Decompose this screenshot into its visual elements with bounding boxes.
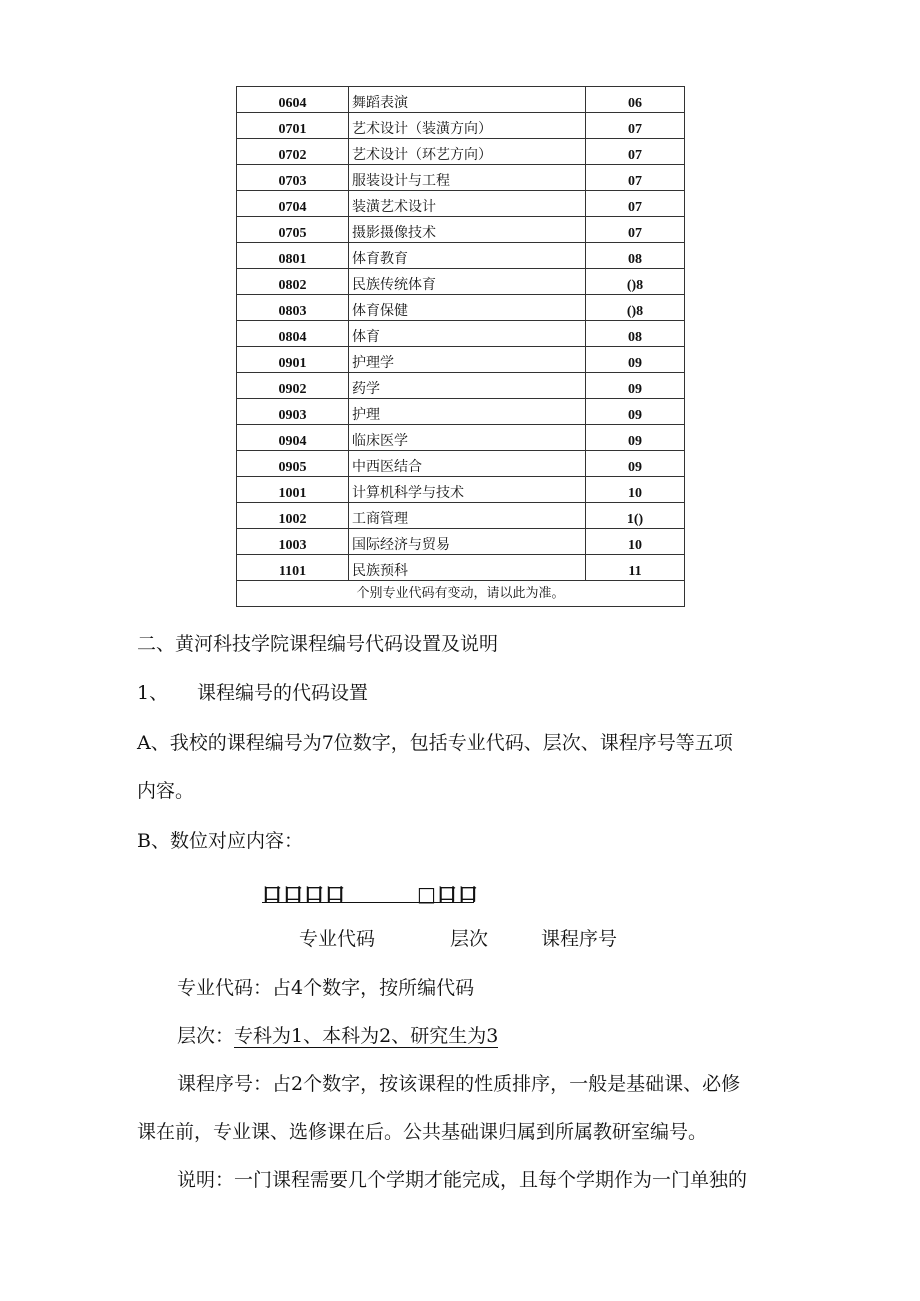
level-code-cell: 07 [586, 191, 685, 217]
level-code-cell: 09 [586, 347, 685, 373]
desc-major-code: 专业代码：占4个数字，按所编代码 [177, 977, 475, 999]
major-code-cell: 0802 [237, 269, 349, 295]
label-level: 层次 [450, 928, 489, 950]
desc-seq-line2: 课在前，专业课、选修课在后。公共基础课归属到所属教研室编号。 [137, 1121, 708, 1143]
level-code-cell: 10 [586, 477, 685, 503]
major-code-cell: 1101 [237, 555, 349, 581]
major-code-cell: 0804 [237, 321, 349, 347]
major-name-cell: 装潢艺术设计 [349, 191, 586, 217]
major-name-cell: 护理学 [349, 347, 586, 373]
major-code-cell: 0704 [237, 191, 349, 217]
table-row [237, 399, 685, 425]
table-row [237, 451, 685, 477]
level-code-cell: 07 [586, 165, 685, 191]
major-name-cell: 体育教育 [349, 243, 586, 269]
desc-level [177, 1024, 498, 1048]
major-code-cell: 0903 [237, 399, 349, 425]
table-row [237, 269, 685, 295]
major-name-cell: 服装设计与工程 [349, 165, 586, 191]
major-name-cell: 体育保健 [349, 295, 586, 321]
subsection-number: 1、 [137, 682, 169, 704]
major-name-cell: 药学 [349, 373, 586, 399]
level-code-cell: 07 [586, 113, 685, 139]
digit-boxes-level-seq: □口口 [417, 882, 479, 906]
table-row [237, 503, 685, 529]
major-name-cell: 护理 [349, 399, 586, 425]
paragraph-a-line1: A、我校的课程编号为7位数字，包括专业代码、层次、课程序号等五项 [137, 732, 733, 754]
major-name-cell: 摄影摄像技术 [349, 217, 586, 243]
major-name-cell: 中西医结合 [349, 451, 586, 477]
table-note-row [237, 581, 685, 607]
table-row [237, 477, 685, 503]
major-code-cell: 0803 [237, 295, 349, 321]
desc-level-prefix: 层次： [177, 1025, 235, 1047]
major-name-cell: 体育 [349, 321, 586, 347]
level-code-cell: 10 [586, 529, 685, 555]
major-code-cell: 0703 [237, 165, 349, 191]
level-code-cell: 11 [586, 555, 685, 581]
major-name-cell: 舞蹈表演 [349, 87, 586, 113]
major-code-cell: 0904 [237, 425, 349, 451]
major-code-cell: 1002 [237, 503, 349, 529]
major-name-cell: 艺术设计（装潢方向） [349, 113, 586, 139]
major-name-cell: 民族预科 [349, 555, 586, 581]
major-name-cell: 临床医学 [349, 425, 586, 451]
label-major-code: 专业代码 [299, 928, 376, 950]
major-code-cell: 0701 [237, 113, 349, 139]
level-code-cell: ()8 [586, 269, 685, 295]
major-name-cell: 民族传统体育 [349, 269, 586, 295]
table-row [237, 373, 685, 399]
table-row [237, 321, 685, 347]
major-code-cell: 1001 [237, 477, 349, 503]
major-code-cell: 0604 [237, 87, 349, 113]
table-note: 个别专业代码有变动，请以此为准。 [237, 581, 685, 607]
major-code-cell: 0905 [237, 451, 349, 477]
section-heading: 二、黄河科技学院课程编号代码设置及说明 [137, 633, 499, 655]
table-row [237, 529, 685, 555]
table-row [237, 165, 685, 191]
table-row [237, 347, 685, 373]
paragraph-a-line2: 内容。 [137, 780, 195, 802]
table-row [237, 243, 685, 269]
desc-seq-line1: 课程序号：占2个数字，按该课程的性质排序，一般是基础课、必修 [177, 1073, 741, 1095]
table-row [237, 113, 685, 139]
major-code-cell: 1003 [237, 529, 349, 555]
table-row [237, 425, 685, 451]
major-name-cell: 艺术设计（环艺方向） [349, 139, 586, 165]
level-code-cell: 06 [586, 87, 685, 113]
table-row [237, 139, 685, 165]
level-code-cell: 07 [586, 217, 685, 243]
digit-boxes-major: 口口口口 [262, 882, 346, 906]
paragraph-b: B、数位对应内容： [137, 830, 303, 852]
major-name-cell: 计算机科学与技术 [349, 477, 586, 503]
major-name-cell: 国际经济与贸易 [349, 529, 586, 555]
major-code-cell: 0705 [237, 217, 349, 243]
major-code-table-body [237, 87, 685, 607]
major-code-table [236, 86, 685, 607]
major-code-cell: 0902 [237, 373, 349, 399]
level-code-cell: 09 [586, 373, 685, 399]
note-line1: 说明：一门课程需要几个学期才能完成，且每个学期作为一门单独的 [177, 1169, 748, 1191]
major-code-cell: 0801 [237, 243, 349, 269]
level-code-cell: 09 [586, 451, 685, 477]
level-code-cell: 1() [586, 503, 685, 529]
table-row [237, 191, 685, 217]
desc-level-value: 专科为1、本科为2、研究生为3 [234, 1025, 499, 1047]
table-row [237, 87, 685, 113]
level-code-cell: ()8 [586, 295, 685, 321]
subsection-title: 课程编号的代码设置 [197, 682, 369, 704]
level-code-cell: 08 [586, 321, 685, 347]
level-code-cell: 09 [586, 425, 685, 451]
major-code-cell: 0901 [237, 347, 349, 373]
level-code-cell: 09 [586, 399, 685, 425]
level-code-cell: 08 [586, 243, 685, 269]
table-row [237, 295, 685, 321]
table-row [237, 555, 685, 581]
major-code-cell: 0702 [237, 139, 349, 165]
level-code-cell: 07 [586, 139, 685, 165]
label-course-seq: 课程序号 [541, 928, 618, 950]
table-row [237, 217, 685, 243]
major-name-cell: 工商管理 [349, 503, 586, 529]
